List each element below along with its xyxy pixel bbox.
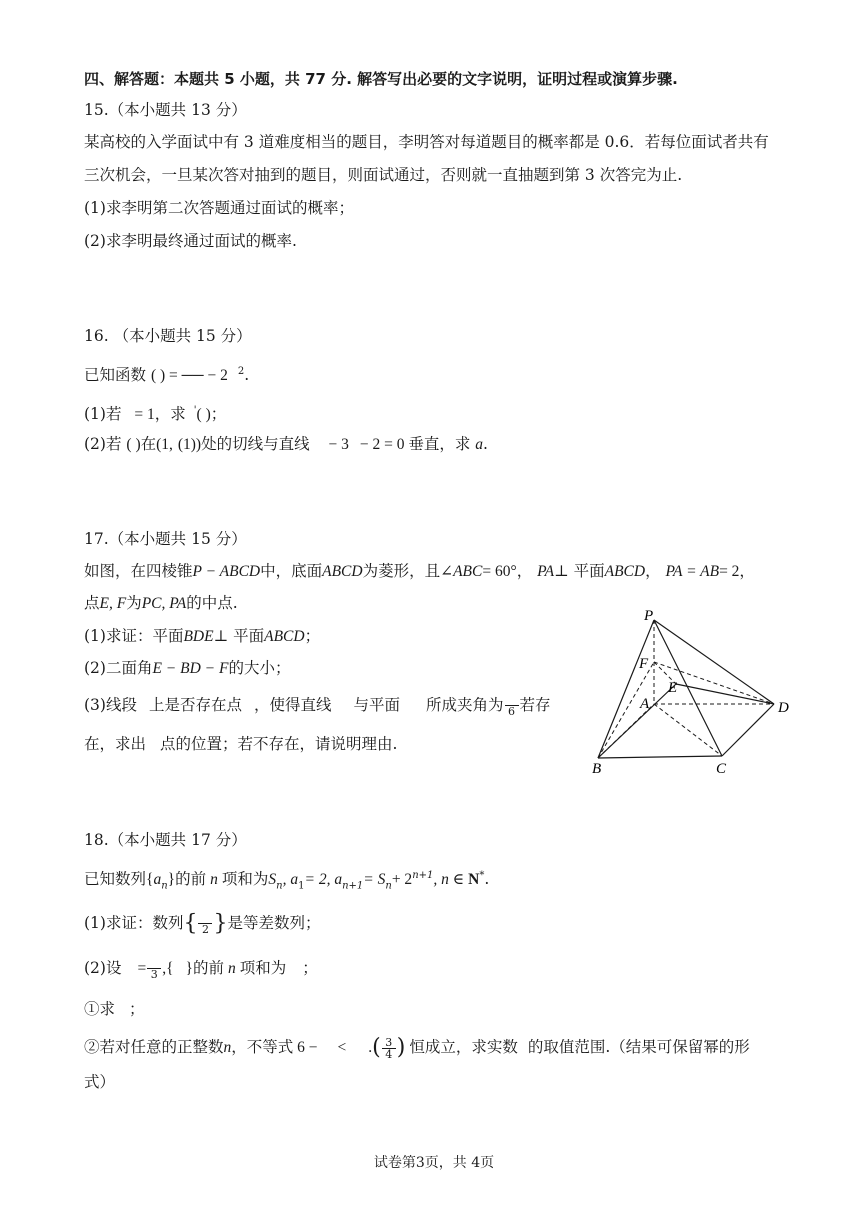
q17-part3 bbox=[84, 694, 551, 717]
q17-line1-f: ABC bbox=[453, 563, 483, 580]
q17-line2-a: 点 bbox=[84, 594, 100, 612]
q17-line1-h: PA bbox=[537, 563, 555, 580]
q18-part1: (1)求证：数列{ 2 }是等差数列； bbox=[84, 911, 321, 936]
q17-part3-line2-b: 点的位置；若不存在，请说明理由. bbox=[160, 735, 398, 753]
q18-line1-d: , a bbox=[282, 871, 299, 889]
q15-part2: (2)求李明最终通过面试的概率. bbox=[84, 232, 297, 250]
section-header: 四、解答题：本题共 5 小题，共 77 分. 解答写出必要的文字说明，证明过程或演算步骤. bbox=[84, 70, 678, 88]
q16-part1-c: ( )； bbox=[196, 406, 227, 424]
q17-part3-c: ，使得直线 bbox=[253, 696, 332, 714]
q16-line1-a: 已知函数 bbox=[84, 366, 147, 385]
q18-sub2-a: ②若对任意的正整数 bbox=[84, 1038, 224, 1056]
q18-part2 bbox=[84, 957, 318, 980]
q16-part2-a: (2)若 bbox=[84, 435, 122, 453]
q18-sub2-n: n bbox=[223, 1039, 232, 1056]
q18-part2-b: = bbox=[137, 960, 147, 977]
q18-sub2-frac-den: 4 bbox=[385, 1047, 393, 1061]
q17-part3-line2-a: 在，求出 bbox=[84, 735, 147, 753]
q18-sub2-b: ，不等式 6 − bbox=[231, 1039, 318, 1056]
q16-part2-d: − 3 bbox=[328, 436, 349, 453]
edge-PB bbox=[598, 620, 654, 758]
q16-line1-sup: 2 bbox=[237, 366, 245, 377]
q17-line1-k: ， bbox=[645, 562, 661, 580]
q16-part2 bbox=[84, 433, 488, 456]
page-footer: 试卷第3页，共 4页 bbox=[373, 1155, 495, 1171]
q17-line1-g: = 60°， bbox=[482, 563, 533, 580]
q18-line1-f-sub: n bbox=[385, 880, 392, 892]
q18-line1-g: + 2 bbox=[391, 871, 413, 889]
q17-part1-d: ABCD bbox=[264, 628, 305, 645]
q17-line2 bbox=[84, 592, 238, 615]
q18-line1-N-sup: * bbox=[479, 870, 485, 881]
q16-part2-c: (1))处的切线与直线 bbox=[177, 436, 310, 453]
q17-line1-l: PA = AB bbox=[665, 563, 720, 580]
q18-line1-d-sub: 1 bbox=[298, 880, 305, 892]
q16-line1 bbox=[84, 361, 249, 387]
edge-CD bbox=[722, 704, 774, 756]
q18-part1-b: 是等差数列； bbox=[227, 914, 321, 932]
label-E: E bbox=[668, 680, 678, 696]
q18-line1-n: n bbox=[210, 871, 218, 889]
q18-line1-N: N bbox=[468, 871, 480, 889]
q18-title: 18.（本小题共 17 分） bbox=[84, 831, 247, 849]
q18-part2-n: n bbox=[228, 960, 236, 977]
q16-part1-b: = 1，求 bbox=[134, 406, 186, 424]
label-F: F bbox=[639, 656, 649, 672]
q16-title: 16. （本小题共 15 分） bbox=[84, 327, 252, 345]
q17-line1-d: ABCD bbox=[322, 563, 363, 580]
q17-line1-c: 中，底面 bbox=[260, 562, 323, 580]
q17-part1-c: ⊥ 平面 bbox=[213, 627, 265, 645]
q17-part2-c: 的大小； bbox=[228, 659, 291, 677]
q18-line1-seq: a bbox=[153, 871, 162, 889]
q18-line1: 已知数列$\{a_n\}$的前 n 项和为$S_n$, $a_1= 2$, $a_{n+1}= S_n+ 2^{n+1}$, n ∈ N*. bbox=[84, 870, 490, 892]
q17-line1-j: ABCD bbox=[604, 563, 646, 580]
q17-line1-a: 如图，在四棱锥 bbox=[84, 562, 193, 580]
label-P: P bbox=[644, 608, 654, 624]
q18-line1-Ssub: n bbox=[276, 880, 283, 892]
q17-part1-e: ； bbox=[304, 627, 321, 645]
q18-sub2-c: < bbox=[337, 1039, 347, 1056]
q18-line1-a: 已知数列 bbox=[84, 870, 147, 889]
q18-line1-sub: n bbox=[161, 880, 168, 892]
q17-line2-e: 的中点. bbox=[186, 594, 238, 612]
q16-line1-end: . bbox=[244, 366, 250, 385]
edge-AC bbox=[654, 704, 722, 756]
q15-title: 15.（本小题共 13 分） bbox=[84, 101, 247, 119]
q17-line1-m: = 2， bbox=[719, 563, 755, 580]
q17-title: 17.（本小题共 15 分） bbox=[84, 530, 247, 548]
q18-sub1-b: ； bbox=[129, 1000, 145, 1018]
label-B: B bbox=[592, 761, 602, 777]
q17-line1 bbox=[84, 560, 755, 583]
q18-line1-b: 的前 bbox=[175, 870, 207, 889]
q15-line1: 某高校的入学面试中有 3 道难度相当的题目，李明答对每道题目的概率都是 0.6．若每位面试者共有 bbox=[84, 133, 769, 151]
q18-line1-h: , n ∈ bbox=[433, 871, 469, 889]
q18-sub2-d: . bbox=[368, 1039, 373, 1056]
q17-line1-b: P − ABCD bbox=[192, 563, 261, 580]
q18-sub2-e: 恒成立，求实数 bbox=[409, 1038, 518, 1056]
q18-sub1-a: ①求 bbox=[84, 1000, 116, 1018]
q18-line1-g-sup: n+1 bbox=[412, 870, 434, 881]
q16-part2-end: . bbox=[483, 435, 488, 453]
q18-sub1 bbox=[84, 998, 145, 1020]
q18-sub2-f: 的取值范围.（结果可保留幂的形 bbox=[527, 1038, 750, 1056]
q16-part1-sup: ' bbox=[193, 405, 197, 416]
q17-part2-a: (2)二面角 bbox=[84, 659, 153, 677]
q17-part2 bbox=[84, 657, 291, 680]
label-C: C bbox=[716, 761, 727, 777]
q18-part1-a: (1)求证：数列 bbox=[84, 914, 184, 932]
q18-line1-f: = S bbox=[363, 871, 386, 889]
q17-part2-b: E − BD − F bbox=[152, 660, 229, 677]
q18-line1-S: S bbox=[268, 871, 277, 889]
label-D: D bbox=[778, 700, 789, 716]
q18-sub2-frac-num: 3 bbox=[382, 1037, 396, 1049]
q18-line1-e: = 2, a bbox=[304, 871, 343, 889]
q18-part2-c: ,{ bbox=[162, 960, 174, 977]
q16-part2-b: ( )在(1, bbox=[126, 436, 173, 453]
q17-part1-a: (1)求证：平面 bbox=[84, 627, 184, 645]
q18-part2-f: ； bbox=[302, 959, 318, 977]
label-A: A bbox=[640, 696, 650, 712]
edge-PC bbox=[654, 620, 722, 756]
q17-line2-c: 为 bbox=[126, 594, 142, 612]
pyramid-figure bbox=[592, 608, 802, 778]
q18-line1-c: 项和为 bbox=[221, 870, 269, 889]
q17-part1-b: BDE bbox=[183, 628, 214, 645]
q17-part3-f: 若存 bbox=[519, 696, 551, 714]
q18-part1-frac-den: 2 bbox=[201, 922, 209, 936]
edge-BC bbox=[598, 756, 722, 758]
q16-part2-var: a bbox=[475, 436, 484, 453]
q15-line2: 三次机会，一旦某次答对抽到的题目，则面试通过，否则就一直抽题到第 3 次答完为止. bbox=[84, 166, 683, 184]
q18-sub2: ②若对任意的正整数n，不等式 6 − < .( $\frac{3}{4}$ ) 恒成立，求实数 的取值范围.（结果可保留幂的形 bbox=[84, 1035, 750, 1061]
q18-line1-end: . bbox=[484, 870, 490, 889]
q17-part1 bbox=[84, 625, 320, 648]
q18-part2-a: (2)设 bbox=[84, 959, 122, 977]
q18-line1-e-sub: n+1 bbox=[342, 880, 364, 892]
q16-part1-a: (1)若 bbox=[84, 405, 122, 424]
q17-line2-d: PC, PA bbox=[141, 595, 187, 612]
q16-part2-e: − 2 = 0 垂直，求 bbox=[359, 436, 471, 453]
q17-line1-e: 为菱形，且∠ bbox=[362, 562, 454, 580]
q17-part3-line2 bbox=[84, 733, 397, 755]
q17-part3-a: (3)线段 bbox=[84, 696, 137, 714]
q16-line1-b: ( ) = ── − 2 bbox=[150, 367, 228, 385]
q17-part3-e: 所成夹角为 bbox=[426, 696, 504, 714]
q16-part1 bbox=[84, 400, 226, 426]
q17-part3-frac-den: 6 bbox=[508, 704, 516, 718]
q17-part3-d: 与平面 bbox=[353, 696, 401, 714]
q18-part2-frac-den: 3 bbox=[150, 967, 158, 981]
q17-part3-b: 上是否存在点 bbox=[148, 696, 242, 714]
q18-sub2-line2: 式） bbox=[84, 1073, 116, 1091]
q18-part2-e: 项和为 bbox=[239, 959, 287, 977]
q15-part1: (1)求李明第二次答题通过面试的概率； bbox=[84, 199, 354, 217]
q17-line1-i: ⊥ 平面 bbox=[554, 562, 605, 580]
q17-line2-b: E, F bbox=[99, 595, 127, 612]
q18-part2-d: }的前 bbox=[185, 960, 224, 977]
